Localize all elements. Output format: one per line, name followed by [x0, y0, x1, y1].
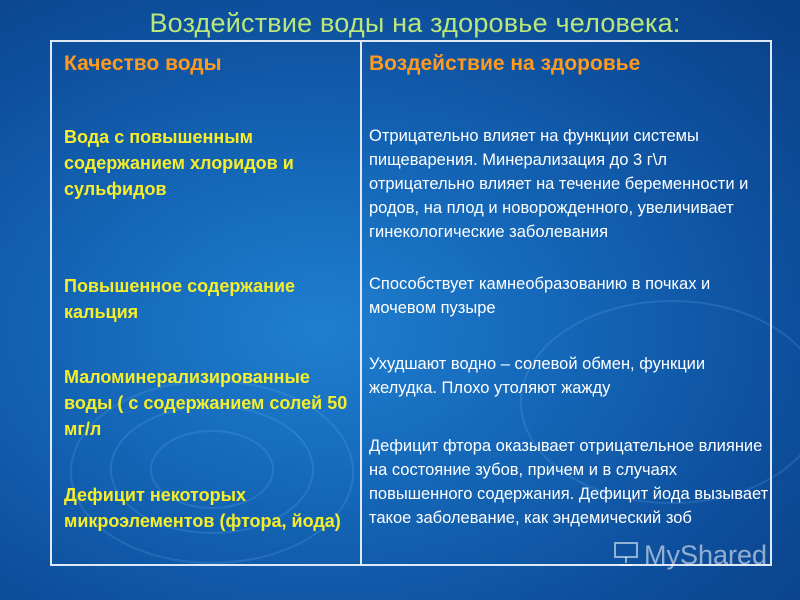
effect-cell: Отрицательно влияет на функции системы пищеварения. Минерализация до 3 г\л отрицательно влияет на течение беременности и родов, на плод и новорожденного, увеличивает гинекологические заболевания	[369, 127, 749, 241]
quality-cell: Повышенное содержание кальция	[64, 276, 296, 322]
column-divider	[360, 42, 362, 564]
header-health-effect: Воздействие на здоровье	[369, 52, 641, 75]
effect-cell: Ухудшают водно – солевой обмен, функции желудка. Плохо утоляют жажду	[369, 355, 706, 397]
effect-cell: Способствует камнеобразованию в почках и мочевом пузыре	[369, 275, 711, 317]
quality-cell: Дефицит некоторых микроэлементов (фтора, йода)	[64, 485, 341, 531]
presentation-icon	[612, 541, 640, 567]
watermark-logo	[612, 540, 767, 571]
quality-cell: Вода с повышенным содержанием хлоридов и сульфидов	[64, 127, 294, 199]
water-effects-table	[50, 40, 772, 566]
quality-cell: Маломинерализированные воды ( с содержанием солей 50 мг/л	[64, 367, 348, 439]
watermark-text: MyShared	[644, 540, 768, 570]
effect-cell: Дефицит фтора оказывает отрицательное влияние на состояние зубов, причем и в случаях повышенного содержания. Дефицит йода вызывает такое заболевание, как эндемический зоб	[369, 437, 769, 527]
slide-title: Воздействие воды на здоровье человека:	[149, 8, 681, 38]
header-water-quality: Качество воды	[64, 52, 222, 75]
